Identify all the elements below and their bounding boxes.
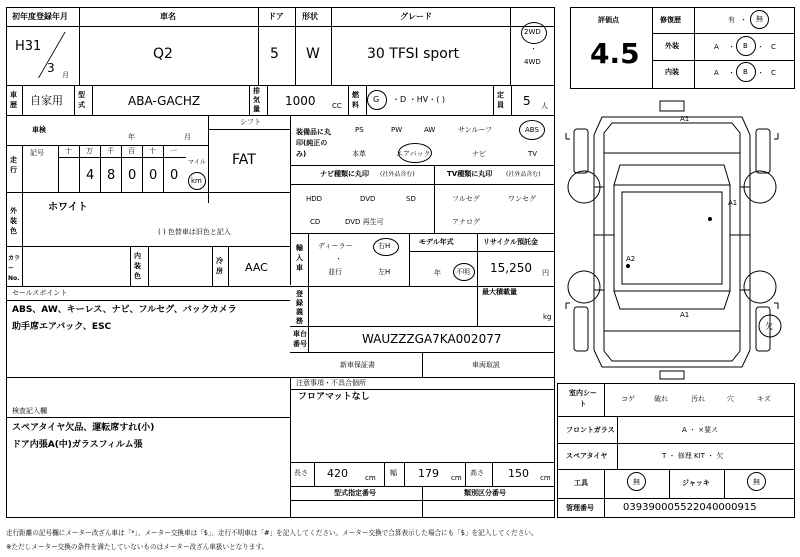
damage-mark-a1-front: A1 xyxy=(680,115,690,123)
shape-label: 形状 xyxy=(302,12,318,21)
grade-value: 30 TFSI sport xyxy=(367,46,460,62)
color-no-label: カラーNo. xyxy=(8,255,21,282)
mileage-digit: 4 xyxy=(86,168,95,183)
tv-label: TV種類に丸印 xyxy=(447,170,493,178)
model-year-label: モデル年式 xyxy=(419,238,454,246)
int-grade-a: A xyxy=(714,69,719,77)
import-right-h: 右H xyxy=(378,242,391,250)
interior-color-label: 内装色 xyxy=(134,252,141,280)
category-label: 車歴 xyxy=(10,91,17,109)
shift-label: シフト xyxy=(240,118,261,126)
door-label: ドア xyxy=(268,12,284,21)
damage-mark-a2: A2 xyxy=(626,255,636,263)
import-parallel: 並行 xyxy=(328,268,342,276)
km-label: km xyxy=(191,177,202,185)
width-value: 179 xyxy=(418,467,439,480)
type-number-label: 型式指定番号 xyxy=(334,489,376,497)
jack-label: ジャッキ xyxy=(682,479,710,487)
car-name-label: 車名 xyxy=(160,12,176,21)
shaken-label: 車検 xyxy=(32,126,46,134)
shaken-year-unit: 年 xyxy=(128,133,135,141)
fuel-g: G xyxy=(373,95,380,104)
length-value: 420 xyxy=(327,467,348,480)
selling-points-label: セールスポイント xyxy=(12,289,68,297)
shaken-month-unit: 月 xyxy=(184,133,191,141)
ext-grade-a: A xyxy=(714,43,719,51)
equip-pw: PW xyxy=(391,126,403,134)
tools-value: 無 xyxy=(633,478,640,486)
first-reg-label: 初年度登録年月 xyxy=(12,12,68,21)
car-outline xyxy=(566,101,781,379)
mileage-digit: 0 xyxy=(170,168,179,183)
digit-label: 百 xyxy=(128,147,135,155)
digit-label: 千 xyxy=(107,147,114,155)
digit-label: 十 xyxy=(65,147,72,155)
mileage-digit: 0 xyxy=(149,168,158,183)
ext-dot: ・ xyxy=(728,43,735,51)
equip-abs: ABS xyxy=(525,126,539,134)
registration-label: 登録義務 xyxy=(296,290,303,325)
inspector-label: 検査記入欄 xyxy=(12,407,47,415)
length-label: 長さ xyxy=(294,469,308,477)
damage-mark-a1-roof: A1 xyxy=(728,199,738,207)
tv-oneseg: ワンセグ xyxy=(508,195,536,203)
import-left-h: 左H xyxy=(378,268,391,276)
doors-value: 5 xyxy=(270,46,279,62)
mile-label: マイル xyxy=(188,159,206,166)
fuel-label: 燃料 xyxy=(352,91,359,109)
equip-leather: 本革 xyxy=(352,150,366,158)
chassis-value: WAUZZZGA7KA002077 xyxy=(362,332,502,346)
equip-aw: AW xyxy=(424,126,436,134)
seat-scratch: キズ xyxy=(757,395,771,403)
warranty-label: 新車保証書 xyxy=(340,361,375,369)
tv-fullseg: フルセグ xyxy=(452,195,480,203)
navi-label: ナビ種類に丸印 xyxy=(320,170,369,178)
model-year-unit: 年 xyxy=(434,269,441,277)
capacity-label: 定員 xyxy=(497,91,504,109)
mileage-digit: 0 xyxy=(128,168,137,183)
import-label: 輸入車 xyxy=(296,244,303,272)
notes-text: フロアマットなし xyxy=(298,392,370,402)
length-cm: cm xyxy=(365,474,376,482)
drive-2wd: 2WD xyxy=(524,28,541,36)
navi-hdd: HDD xyxy=(306,195,323,203)
missing-mark: 欠 xyxy=(765,322,773,331)
windshield-value: A ・ ×要ス xyxy=(682,426,719,434)
digit-label: 一 xyxy=(170,147,177,155)
digit-label: 十 xyxy=(149,147,156,155)
ext-grade-c: C xyxy=(771,43,776,51)
model-year-unknown: 不明 xyxy=(456,268,470,276)
ac-value: AAC xyxy=(245,261,268,274)
displacement-label: 排気量 xyxy=(253,87,260,113)
tools-label: 工具 xyxy=(574,479,588,487)
navi-dvd-play: DVD 再生可 xyxy=(345,218,384,226)
repair-sep: ・ xyxy=(740,16,747,24)
exterior-color: ホワイト xyxy=(48,202,88,213)
import-dot: ・ xyxy=(335,255,342,263)
selling-points-line2: 助手席エアバック、ESC xyxy=(12,322,112,332)
digit-label: 万 xyxy=(86,147,93,155)
model-value: ABA-GACHZ xyxy=(128,94,201,108)
drive-dot: ・ xyxy=(530,45,537,53)
navi-cd: CD xyxy=(310,218,321,226)
score-label: 評価点 xyxy=(598,16,619,24)
control-label: 管理番号 xyxy=(566,504,594,512)
model-label: 型式 xyxy=(78,91,85,109)
category-value: 自家用 xyxy=(30,94,63,107)
repair-no: 無 xyxy=(756,15,763,23)
month-unit: 月 xyxy=(62,71,69,79)
repair-label: 修復歴 xyxy=(660,16,681,24)
equip-navi: ナビ xyxy=(472,150,486,158)
tv-analog: アナログ xyxy=(452,218,480,226)
footer-note-1: 走行距離の記号欄にメーター改ざん車は「*」、メーター交換車は「$」、走行不明車は「#」を記入してください。メーター交換で合算表示した場合にも「$」を記入してください。 xyxy=(6,529,538,537)
interior-grade-label: 内装 xyxy=(665,68,679,76)
int-dot: ・ xyxy=(728,69,735,77)
jack-value: 無 xyxy=(753,478,760,486)
windshield-label: フロントガラス xyxy=(566,426,615,434)
height-cm: cm xyxy=(540,474,551,482)
control-number: 039390005522040000915 xyxy=(623,502,757,513)
height-value: 150 xyxy=(508,467,529,480)
exterior-grade-label: 外装 xyxy=(665,42,679,50)
navi-sub: (社外品含む) xyxy=(380,171,415,178)
int-grade-b: B xyxy=(743,68,748,76)
equip-sunroof: サンルーフ xyxy=(458,126,493,134)
selling-points-line1: ABS、AW、キーレス、ナビ、フルセグ、バックカメラ xyxy=(12,305,237,315)
symbol-label: 記号 xyxy=(30,149,44,157)
damage-mark-a1-rear: A1 xyxy=(680,311,690,319)
capacity-unit: 人 xyxy=(541,102,548,110)
seat-burn: コゲ xyxy=(621,395,635,403)
grade-label: グレード xyxy=(400,12,432,21)
navi-sd: SD xyxy=(406,195,416,203)
seat-stain: 汚れ xyxy=(691,395,705,403)
car-damage-diagram xyxy=(560,95,800,380)
mileage-digit: 8 xyxy=(107,168,116,183)
drive-4wd: 4WD xyxy=(524,58,541,66)
spare-label: スペアタイヤ xyxy=(566,452,608,460)
exterior-note: ( ) 色替車は旧色と記入 xyxy=(158,228,231,236)
ext-grade-b: B xyxy=(743,42,748,50)
recycle-label: リサイクル預託金 xyxy=(483,238,539,246)
width-cm: cm xyxy=(451,474,462,482)
seat-label: 室内シート xyxy=(569,389,597,408)
footer-note-2: ※ただしメーター交換の条件を満たしていないものはメーター改ざん車扱いとなります。 xyxy=(6,543,269,551)
equip-tv: TV xyxy=(528,150,538,158)
car-name-value: Q2 xyxy=(153,46,173,62)
first-reg-era: H31 xyxy=(15,39,42,54)
mileage-digits xyxy=(58,145,186,192)
height-label: 高さ xyxy=(470,469,484,477)
int-dot: ・ xyxy=(757,69,764,77)
manual-label: 車両取説 xyxy=(472,361,500,369)
kg-unit: kg xyxy=(543,313,552,321)
tv-sub: (社外品含む) xyxy=(506,171,541,178)
capacity-value: 5 xyxy=(523,94,531,108)
inspector-line1: スペアタイヤ欠品、運転席すれ(小) xyxy=(12,423,155,433)
shape-value: W xyxy=(306,46,320,62)
first-reg-month: 3 xyxy=(47,61,55,75)
spare-value: T ・ 修理 KIT ・ 欠 xyxy=(662,452,724,460)
chassis-label: 車台番号 xyxy=(293,330,307,348)
exterior-label: 外装色 xyxy=(10,207,17,235)
int-grade-c: C xyxy=(771,69,776,77)
width-label: 幅 xyxy=(390,469,397,477)
navi-dvd: DVD xyxy=(360,195,376,203)
equip-ps: PS xyxy=(355,126,364,134)
cc-unit: CC xyxy=(332,102,342,110)
class-number-label: 類別区分番号 xyxy=(464,489,506,497)
equipment-label: 装備品に丸印(純正のみ) xyxy=(296,128,331,158)
ext-dot: ・ xyxy=(757,43,764,51)
fuel-rest: ・D ・HV・( ) xyxy=(392,95,445,104)
seat-tear: 破れ xyxy=(654,395,668,403)
equip-airbag: エアバック xyxy=(396,150,431,158)
ac-label: 冷房 xyxy=(216,257,223,275)
seat-hole: 穴 xyxy=(727,395,734,403)
recycle-yen: 円 xyxy=(542,269,549,277)
displacement-value: 1000 xyxy=(285,94,316,108)
score-value: 4.5 xyxy=(590,37,640,70)
repair-yes: 有 xyxy=(728,16,735,24)
import-dealer: ディーラー xyxy=(318,242,353,250)
max-load-label: 最大積載量 xyxy=(482,288,517,296)
shift-value: FAT xyxy=(232,152,256,168)
recycle-value: 15,250 xyxy=(490,261,532,275)
notes-label: 注意事項・不具合個所 xyxy=(296,379,366,387)
mileage-label: 走行 xyxy=(10,156,17,174)
inspector-line2: ドア内張A(中)ガラスフィルム張 xyxy=(12,440,143,450)
